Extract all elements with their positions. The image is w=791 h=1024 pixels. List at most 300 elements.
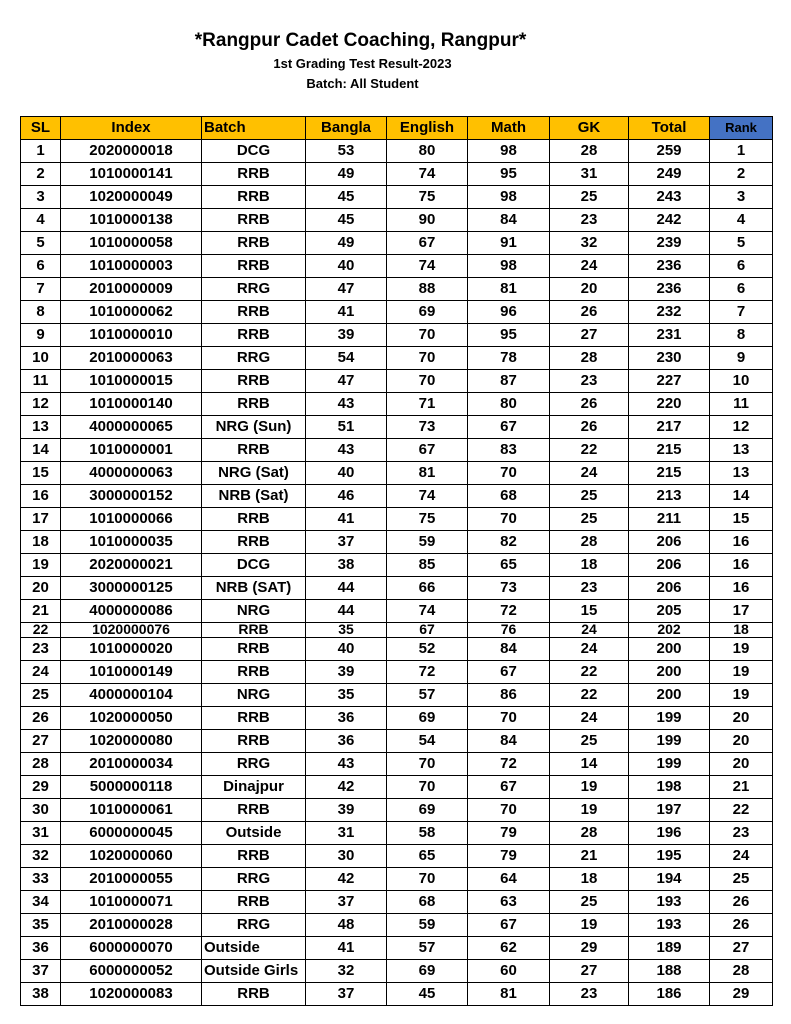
cell-english: 59 bbox=[387, 914, 468, 937]
cell-english: 69 bbox=[387, 960, 468, 983]
cell-bangla: 40 bbox=[306, 255, 387, 278]
cell-rank: 18 bbox=[710, 623, 773, 638]
cell-batch: RRB bbox=[202, 623, 306, 638]
cell-gk: 21 bbox=[550, 845, 629, 868]
col-header-batch: Batch bbox=[202, 117, 306, 140]
cell-index: 1020000076 bbox=[61, 623, 202, 638]
cell-batch: RRB bbox=[202, 301, 306, 324]
cell-english: 70 bbox=[387, 776, 468, 799]
cell-total: 195 bbox=[629, 845, 710, 868]
cell-english: 70 bbox=[387, 347, 468, 370]
cell-rank: 20 bbox=[710, 753, 773, 776]
cell-bangla: 41 bbox=[306, 508, 387, 531]
cell-bangla: 42 bbox=[306, 776, 387, 799]
cell-index: 4000000063 bbox=[61, 462, 202, 485]
cell-batch: DCG bbox=[202, 140, 306, 163]
table-row bbox=[21, 255, 773, 278]
cell-batch: RRB bbox=[202, 730, 306, 753]
cell-bangla: 43 bbox=[306, 753, 387, 776]
cell-total: 199 bbox=[629, 730, 710, 753]
cell-total: 231 bbox=[629, 324, 710, 347]
table-row bbox=[21, 393, 773, 416]
cell-math: 78 bbox=[468, 347, 550, 370]
cell-english: 65 bbox=[387, 845, 468, 868]
cell-bangla: 44 bbox=[306, 577, 387, 600]
cell-sl: 34 bbox=[21, 891, 61, 914]
cell-total: 242 bbox=[629, 209, 710, 232]
cell-gk: 25 bbox=[550, 730, 629, 753]
table-row bbox=[21, 822, 773, 845]
cell-total: 206 bbox=[629, 531, 710, 554]
cell-bangla: 31 bbox=[306, 822, 387, 845]
cell-math: 98 bbox=[468, 255, 550, 278]
cell-batch: RRG bbox=[202, 347, 306, 370]
cell-math: 84 bbox=[468, 638, 550, 661]
cell-gk: 24 bbox=[550, 707, 629, 730]
cell-bangla: 36 bbox=[306, 730, 387, 753]
cell-english: 52 bbox=[387, 638, 468, 661]
cell-batch: RRB bbox=[202, 661, 306, 684]
cell-total: 200 bbox=[629, 684, 710, 707]
cell-batch: RRB bbox=[202, 638, 306, 661]
cell-index: 3000000152 bbox=[61, 485, 202, 508]
cell-rank: 14 bbox=[710, 485, 773, 508]
cell-gk: 25 bbox=[550, 186, 629, 209]
cell-gk: 18 bbox=[550, 868, 629, 891]
cell-bangla: 46 bbox=[306, 485, 387, 508]
table-row bbox=[21, 186, 773, 209]
cell-batch: RRB bbox=[202, 324, 306, 347]
cell-batch: RRB bbox=[202, 845, 306, 868]
cell-total: 215 bbox=[629, 462, 710, 485]
cell-english: 72 bbox=[387, 661, 468, 684]
cell-bangla: 40 bbox=[306, 638, 387, 661]
table-row bbox=[21, 462, 773, 485]
cell-math: 82 bbox=[468, 531, 550, 554]
cell-gk: 26 bbox=[550, 301, 629, 324]
cell-sl: 18 bbox=[21, 531, 61, 554]
cell-gk: 19 bbox=[550, 914, 629, 937]
cell-batch: Dinajpur bbox=[202, 776, 306, 799]
cell-index: 1020000049 bbox=[61, 186, 202, 209]
cell-total: 227 bbox=[629, 370, 710, 393]
cell-bangla: 41 bbox=[306, 301, 387, 324]
cell-rank: 13 bbox=[710, 462, 773, 485]
cell-total: 186 bbox=[629, 983, 710, 1006]
cell-gk: 23 bbox=[550, 209, 629, 232]
cell-gk: 27 bbox=[550, 324, 629, 347]
cell-english: 69 bbox=[387, 707, 468, 730]
cell-bangla: 49 bbox=[306, 232, 387, 255]
cell-rank: 3 bbox=[710, 186, 773, 209]
cell-english: 57 bbox=[387, 937, 468, 960]
cell-gk: 20 bbox=[550, 278, 629, 301]
cell-index: 1010000062 bbox=[61, 301, 202, 324]
cell-batch: NRG (Sat) bbox=[202, 462, 306, 485]
cell-batch: Outside bbox=[202, 937, 306, 960]
table-row bbox=[21, 600, 773, 623]
cell-sl: 8 bbox=[21, 301, 61, 324]
table-row bbox=[21, 301, 773, 324]
cell-sl: 12 bbox=[21, 393, 61, 416]
cell-english: 67 bbox=[387, 439, 468, 462]
cell-bangla: 49 bbox=[306, 163, 387, 186]
cell-sl: 25 bbox=[21, 684, 61, 707]
cell-total: 198 bbox=[629, 776, 710, 799]
cell-total: 193 bbox=[629, 914, 710, 937]
cell-math: 68 bbox=[468, 485, 550, 508]
col-header-math: Math bbox=[468, 117, 550, 140]
cell-rank: 16 bbox=[710, 554, 773, 577]
cell-rank: 21 bbox=[710, 776, 773, 799]
results-table bbox=[20, 116, 773, 1006]
col-header-english: English bbox=[387, 117, 468, 140]
cell-index: 1010000020 bbox=[61, 638, 202, 661]
cell-bangla: 45 bbox=[306, 209, 387, 232]
cell-math: 84 bbox=[468, 730, 550, 753]
cell-total: 259 bbox=[629, 140, 710, 163]
cell-gk: 22 bbox=[550, 661, 629, 684]
cell-math: 76 bbox=[468, 623, 550, 638]
cell-english: 74 bbox=[387, 163, 468, 186]
cell-english: 69 bbox=[387, 301, 468, 324]
col-header-rank: Rank bbox=[710, 117, 773, 140]
cell-bangla: 42 bbox=[306, 868, 387, 891]
cell-rank: 8 bbox=[710, 324, 773, 347]
cell-batch: RRB bbox=[202, 983, 306, 1006]
cell-rank: 9 bbox=[710, 347, 773, 370]
cell-sl: 2 bbox=[21, 163, 61, 186]
col-header-sl: SL bbox=[21, 117, 61, 140]
cell-total: 193 bbox=[629, 891, 710, 914]
cell-total: 202 bbox=[629, 623, 710, 638]
cell-sl: 5 bbox=[21, 232, 61, 255]
col-header-total: Total bbox=[629, 117, 710, 140]
cell-math: 98 bbox=[468, 140, 550, 163]
cell-index: 2010000009 bbox=[61, 278, 202, 301]
table-row bbox=[21, 730, 773, 753]
cell-gk: 24 bbox=[550, 255, 629, 278]
cell-total: 188 bbox=[629, 960, 710, 983]
cell-batch: RRB bbox=[202, 531, 306, 554]
cell-english: 88 bbox=[387, 278, 468, 301]
cell-math: 79 bbox=[468, 822, 550, 845]
cell-index: 1010000035 bbox=[61, 531, 202, 554]
cell-english: 85 bbox=[387, 554, 468, 577]
cell-math: 95 bbox=[468, 163, 550, 186]
cell-bangla: 35 bbox=[306, 623, 387, 638]
cell-rank: 5 bbox=[710, 232, 773, 255]
cell-rank: 10 bbox=[710, 370, 773, 393]
table-row bbox=[21, 845, 773, 868]
cell-sl: 37 bbox=[21, 960, 61, 983]
table-row bbox=[21, 163, 773, 186]
cell-index: 1010000071 bbox=[61, 891, 202, 914]
cell-index: 1010000003 bbox=[61, 255, 202, 278]
cell-english: 71 bbox=[387, 393, 468, 416]
cell-batch: RRB bbox=[202, 209, 306, 232]
cell-english: 58 bbox=[387, 822, 468, 845]
cell-total: 213 bbox=[629, 485, 710, 508]
cell-gk: 23 bbox=[550, 983, 629, 1006]
table-row bbox=[21, 416, 773, 439]
cell-gk: 32 bbox=[550, 232, 629, 255]
cell-math: 64 bbox=[468, 868, 550, 891]
cell-total: 196 bbox=[629, 822, 710, 845]
cell-gk: 28 bbox=[550, 531, 629, 554]
cell-sl: 3 bbox=[21, 186, 61, 209]
cell-sl: 29 bbox=[21, 776, 61, 799]
cell-rank: 26 bbox=[710, 914, 773, 937]
cell-sl: 20 bbox=[21, 577, 61, 600]
cell-rank: 26 bbox=[710, 891, 773, 914]
cell-math: 70 bbox=[468, 462, 550, 485]
table-row bbox=[21, 278, 773, 301]
col-header-index: Index bbox=[61, 117, 202, 140]
cell-total: 230 bbox=[629, 347, 710, 370]
cell-math: 62 bbox=[468, 937, 550, 960]
cell-english: 80 bbox=[387, 140, 468, 163]
cell-sl: 36 bbox=[21, 937, 61, 960]
cell-index: 2010000028 bbox=[61, 914, 202, 937]
cell-math: 79 bbox=[468, 845, 550, 868]
cell-sl: 26 bbox=[21, 707, 61, 730]
table-row bbox=[21, 776, 773, 799]
cell-bangla: 44 bbox=[306, 600, 387, 623]
cell-math: 67 bbox=[468, 661, 550, 684]
cell-bangla: 39 bbox=[306, 661, 387, 684]
cell-rank: 13 bbox=[710, 439, 773, 462]
cell-english: 67 bbox=[387, 623, 468, 638]
cell-gk: 23 bbox=[550, 577, 629, 600]
cell-math: 72 bbox=[468, 600, 550, 623]
cell-sl: 7 bbox=[21, 278, 61, 301]
cell-sl: 13 bbox=[21, 416, 61, 439]
cell-index: 1010000066 bbox=[61, 508, 202, 531]
cell-bangla: 53 bbox=[306, 140, 387, 163]
cell-sl: 9 bbox=[21, 324, 61, 347]
cell-gk: 28 bbox=[550, 822, 629, 845]
cell-sl: 6 bbox=[21, 255, 61, 278]
cell-batch: RRB bbox=[202, 186, 306, 209]
cell-bangla: 38 bbox=[306, 554, 387, 577]
cell-english: 54 bbox=[387, 730, 468, 753]
cell-gk: 31 bbox=[550, 163, 629, 186]
table-row bbox=[21, 891, 773, 914]
cell-math: 80 bbox=[468, 393, 550, 416]
cell-index: 1010000149 bbox=[61, 661, 202, 684]
cell-sl: 31 bbox=[21, 822, 61, 845]
cell-index: 1010000058 bbox=[61, 232, 202, 255]
table-row bbox=[21, 554, 773, 577]
table-row bbox=[21, 707, 773, 730]
cell-math: 67 bbox=[468, 776, 550, 799]
cell-index: 1020000060 bbox=[61, 845, 202, 868]
cell-rank: 28 bbox=[710, 960, 773, 983]
cell-math: 84 bbox=[468, 209, 550, 232]
table-row bbox=[21, 960, 773, 983]
cell-rank: 4 bbox=[710, 209, 773, 232]
cell-total: 236 bbox=[629, 278, 710, 301]
table-header-row bbox=[21, 117, 773, 140]
cell-math: 63 bbox=[468, 891, 550, 914]
cell-bangla: 40 bbox=[306, 462, 387, 485]
cell-rank: 2 bbox=[710, 163, 773, 186]
cell-sl: 35 bbox=[21, 914, 61, 937]
table-row bbox=[21, 531, 773, 554]
cell-index: 6000000070 bbox=[61, 937, 202, 960]
cell-math: 91 bbox=[468, 232, 550, 255]
page-subtitle: 1st Grading Test Result-2023 bbox=[273, 56, 452, 71]
cell-math: 73 bbox=[468, 577, 550, 600]
cell-sl: 22 bbox=[21, 623, 61, 638]
cell-index: 1020000083 bbox=[61, 983, 202, 1006]
cell-bangla: 41 bbox=[306, 937, 387, 960]
cell-math: 87 bbox=[468, 370, 550, 393]
table-row bbox=[21, 370, 773, 393]
table-row bbox=[21, 661, 773, 684]
cell-english: 69 bbox=[387, 799, 468, 822]
cell-total: 206 bbox=[629, 577, 710, 600]
cell-batch: RRB bbox=[202, 508, 306, 531]
cell-total: 200 bbox=[629, 661, 710, 684]
cell-batch: RRG bbox=[202, 753, 306, 776]
cell-batch: NRG bbox=[202, 684, 306, 707]
cell-total: 239 bbox=[629, 232, 710, 255]
cell-total: 194 bbox=[629, 868, 710, 891]
cell-bangla: 37 bbox=[306, 891, 387, 914]
cell-gk: 24 bbox=[550, 623, 629, 638]
cell-math: 67 bbox=[468, 416, 550, 439]
cell-batch: Outside Girls bbox=[202, 960, 306, 983]
cell-math: 95 bbox=[468, 324, 550, 347]
table-row bbox=[21, 209, 773, 232]
cell-index: 2020000018 bbox=[61, 140, 202, 163]
cell-gk: 24 bbox=[550, 462, 629, 485]
cell-gk: 28 bbox=[550, 347, 629, 370]
cell-sl: 11 bbox=[21, 370, 61, 393]
cell-bangla: 47 bbox=[306, 370, 387, 393]
cell-english: 74 bbox=[387, 255, 468, 278]
cell-rank: 19 bbox=[710, 638, 773, 661]
cell-gk: 26 bbox=[550, 416, 629, 439]
cell-index: 1010000141 bbox=[61, 163, 202, 186]
cell-index: 1010000061 bbox=[61, 799, 202, 822]
cell-sl: 28 bbox=[21, 753, 61, 776]
table-row bbox=[21, 937, 773, 960]
table-row bbox=[21, 324, 773, 347]
cell-index: 6000000045 bbox=[61, 822, 202, 845]
cell-gk: 23 bbox=[550, 370, 629, 393]
cell-bangla: 43 bbox=[306, 439, 387, 462]
cell-batch: RRB bbox=[202, 232, 306, 255]
cell-math: 72 bbox=[468, 753, 550, 776]
cell-rank: 6 bbox=[710, 278, 773, 301]
table-row bbox=[21, 232, 773, 255]
cell-sl: 1 bbox=[21, 140, 61, 163]
cell-bangla: 37 bbox=[306, 531, 387, 554]
cell-rank: 11 bbox=[710, 393, 773, 416]
cell-english: 75 bbox=[387, 186, 468, 209]
cell-batch: Outside bbox=[202, 822, 306, 845]
cell-index: 5000000118 bbox=[61, 776, 202, 799]
cell-gk: 25 bbox=[550, 508, 629, 531]
cell-batch: RRG bbox=[202, 278, 306, 301]
cell-total: 217 bbox=[629, 416, 710, 439]
cell-english: 74 bbox=[387, 600, 468, 623]
cell-index: 3000000125 bbox=[61, 577, 202, 600]
cell-sl: 32 bbox=[21, 845, 61, 868]
cell-gk: 14 bbox=[550, 753, 629, 776]
cell-math: 67 bbox=[468, 914, 550, 937]
cell-english: 90 bbox=[387, 209, 468, 232]
cell-rank: 19 bbox=[710, 684, 773, 707]
cell-rank: 27 bbox=[710, 937, 773, 960]
cell-batch: RRB bbox=[202, 370, 306, 393]
cell-total: 220 bbox=[629, 393, 710, 416]
cell-total: 236 bbox=[629, 255, 710, 278]
cell-index: 2010000034 bbox=[61, 753, 202, 776]
cell-gk: 29 bbox=[550, 937, 629, 960]
cell-index: 1010000138 bbox=[61, 209, 202, 232]
cell-gk: 28 bbox=[550, 140, 629, 163]
cell-total: 243 bbox=[629, 186, 710, 209]
table-row bbox=[21, 347, 773, 370]
cell-bangla: 39 bbox=[306, 324, 387, 347]
cell-sl: 10 bbox=[21, 347, 61, 370]
cell-sl: 19 bbox=[21, 554, 61, 577]
cell-total: 189 bbox=[629, 937, 710, 960]
cell-rank: 16 bbox=[710, 531, 773, 554]
col-header-bangla: Bangla bbox=[306, 117, 387, 140]
cell-bangla: 35 bbox=[306, 684, 387, 707]
cell-gk: 19 bbox=[550, 799, 629, 822]
table-row bbox=[21, 868, 773, 891]
cell-gk: 18 bbox=[550, 554, 629, 577]
cell-rank: 15 bbox=[710, 508, 773, 531]
cell-batch: RRB bbox=[202, 393, 306, 416]
cell-sl: 4 bbox=[21, 209, 61, 232]
cell-rank: 23 bbox=[710, 822, 773, 845]
cell-sl: 14 bbox=[21, 439, 61, 462]
cell-gk: 27 bbox=[550, 960, 629, 983]
cell-total: 199 bbox=[629, 753, 710, 776]
cell-index: 2010000063 bbox=[61, 347, 202, 370]
page-title: *Rangpur Cadet Coaching, Rangpur* bbox=[194, 30, 527, 51]
cell-math: 65 bbox=[468, 554, 550, 577]
cell-batch: NRG (Sun) bbox=[202, 416, 306, 439]
cell-rank: 29 bbox=[710, 983, 773, 1006]
cell-bangla: 37 bbox=[306, 983, 387, 1006]
table-row bbox=[21, 638, 773, 661]
cell-gk: 19 bbox=[550, 776, 629, 799]
table-row bbox=[21, 684, 773, 707]
cell-batch: NRB (SAT) bbox=[202, 577, 306, 600]
cell-total: 232 bbox=[629, 301, 710, 324]
cell-english: 70 bbox=[387, 370, 468, 393]
cell-sl: 38 bbox=[21, 983, 61, 1006]
table-row bbox=[21, 983, 773, 1006]
cell-rank: 6 bbox=[710, 255, 773, 278]
cell-gk: 22 bbox=[550, 684, 629, 707]
cell-batch: NRB (Sat) bbox=[202, 485, 306, 508]
cell-index: 1020000080 bbox=[61, 730, 202, 753]
cell-english: 45 bbox=[387, 983, 468, 1006]
cell-sl: 21 bbox=[21, 600, 61, 623]
cell-bangla: 51 bbox=[306, 416, 387, 439]
cell-english: 67 bbox=[387, 232, 468, 255]
table-row bbox=[21, 577, 773, 600]
